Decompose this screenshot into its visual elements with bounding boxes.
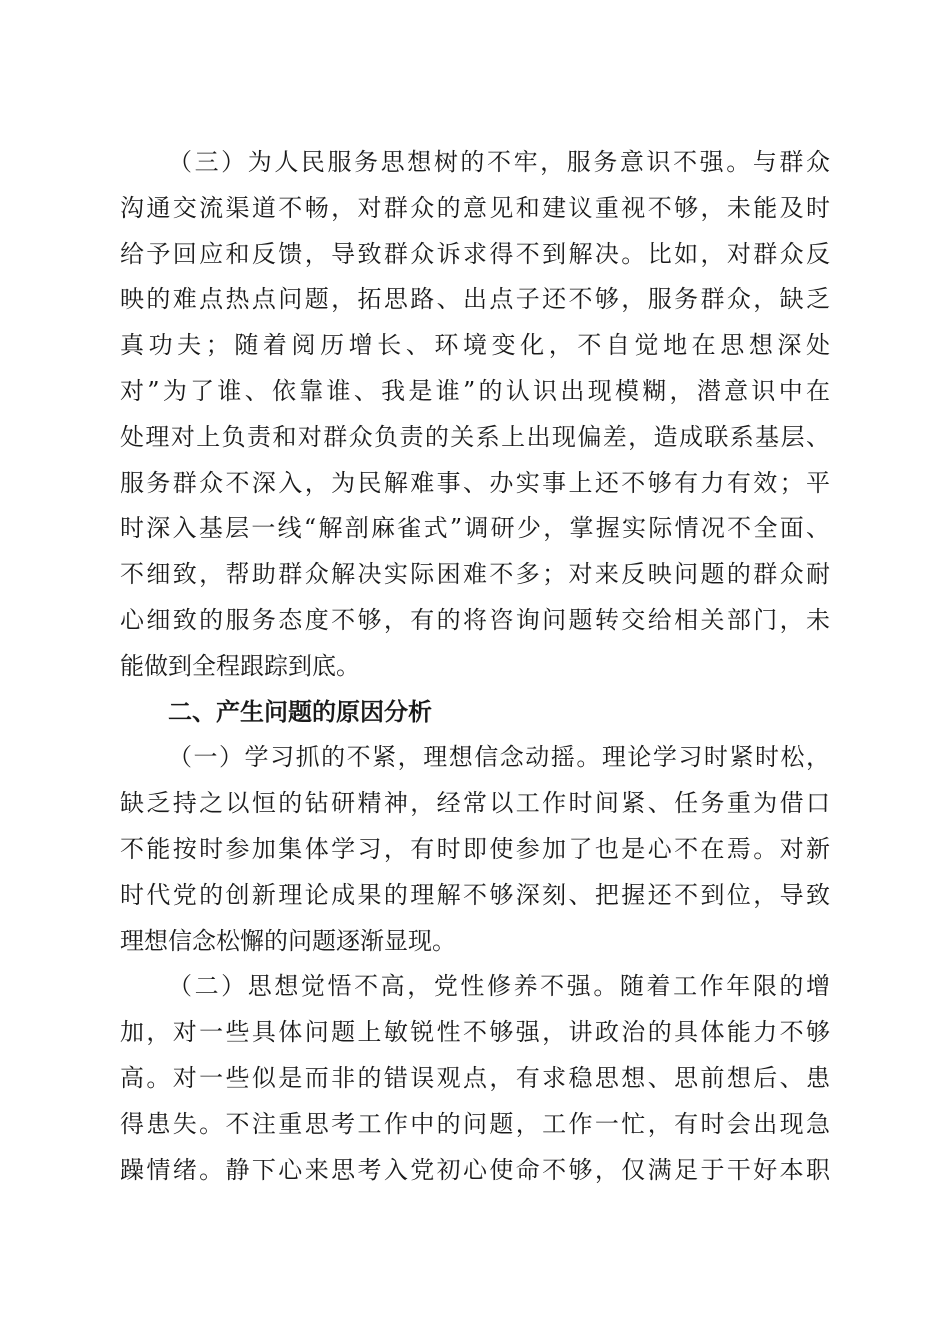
text-line: 能做到全程跟踪到底。 bbox=[120, 651, 360, 680]
section-three-paragraph bbox=[120, 140, 830, 690]
text-line: 缺乏持之以恒的钻研精神，经常以工作时间紧、任务重为借口 bbox=[120, 789, 830, 818]
text-line: 服务群众不深入，为民解难事、办实事上还不够有力有效；平 bbox=[120, 468, 830, 497]
text-line: 不细致，帮助群众解决实际困难不多；对来反映问题的群众耐 bbox=[120, 560, 830, 589]
text-line: （二）思想觉悟不高，党性修养不强。随着工作年限的增 bbox=[168, 972, 830, 1001]
text-line: 心细致的服务态度不够，有的将咨询问题转交给相关部门，未 bbox=[120, 605, 830, 634]
text-line: 处理对上负责和对群众负责的关系上出现偏差，造成联系基层、 bbox=[120, 422, 830, 451]
cause-two-paragraph bbox=[120, 964, 830, 1193]
text-line: 高。对一些似是而非的错误观点，有求稳思想、思前想后、患 bbox=[120, 1063, 830, 1092]
text-line: 沟通交流渠道不畅，对群众的意见和建议重视不够，未能及时 bbox=[120, 193, 830, 222]
text-line: 给予回应和反馈，导致群众诉求得不到解决。比如，对群众反 bbox=[120, 239, 830, 268]
text-line: （一）学习抓的不紧，理想信念动摇。理论学习时紧时松， bbox=[168, 743, 830, 772]
text-line: 对”为了谁、依靠谁、我是谁”的认识出现模糊，潜意识中在 bbox=[120, 376, 830, 405]
document-page bbox=[120, 140, 830, 1193]
text-line: 不能按时参加集体学习，有时即使参加了也是心不在焉。对新 bbox=[120, 834, 830, 863]
cause-one-paragraph bbox=[120, 735, 830, 964]
text-line: 真功夫；随着阅历增长、环境变化，不自觉地在思想深处 bbox=[120, 331, 830, 360]
text-line: 时代党的创新理论成果的理解不够深刻、把握还不到位，导致 bbox=[120, 880, 830, 909]
section-heading: 二、产生问题的原因分析 bbox=[168, 697, 432, 726]
text-line: 躁情绪。静下心来思考入党初心使命不够，仅满足于干好本职 bbox=[120, 1155, 830, 1184]
text-line: 加，对一些具体问题上敏锐性不够强，讲政治的具体能力不够 bbox=[120, 1018, 830, 1047]
text-line: （三）为人民服务思想树的不牢，服务意识不强。与群众 bbox=[168, 148, 830, 176]
text-line: 理想信念松懈的问题逐渐显现。 bbox=[120, 926, 456, 955]
text-line: 时深入基层一线“解剖麻雀式”调研少，掌握实际情况不全面、 bbox=[120, 514, 830, 543]
text-line: 得患失。不注重思考工作中的问题，工作一忙，有时会出现急 bbox=[120, 1109, 830, 1138]
text-line: 映的难点热点问题，拓思路、出点子还不够，服务群众，缺乏 bbox=[120, 285, 830, 314]
